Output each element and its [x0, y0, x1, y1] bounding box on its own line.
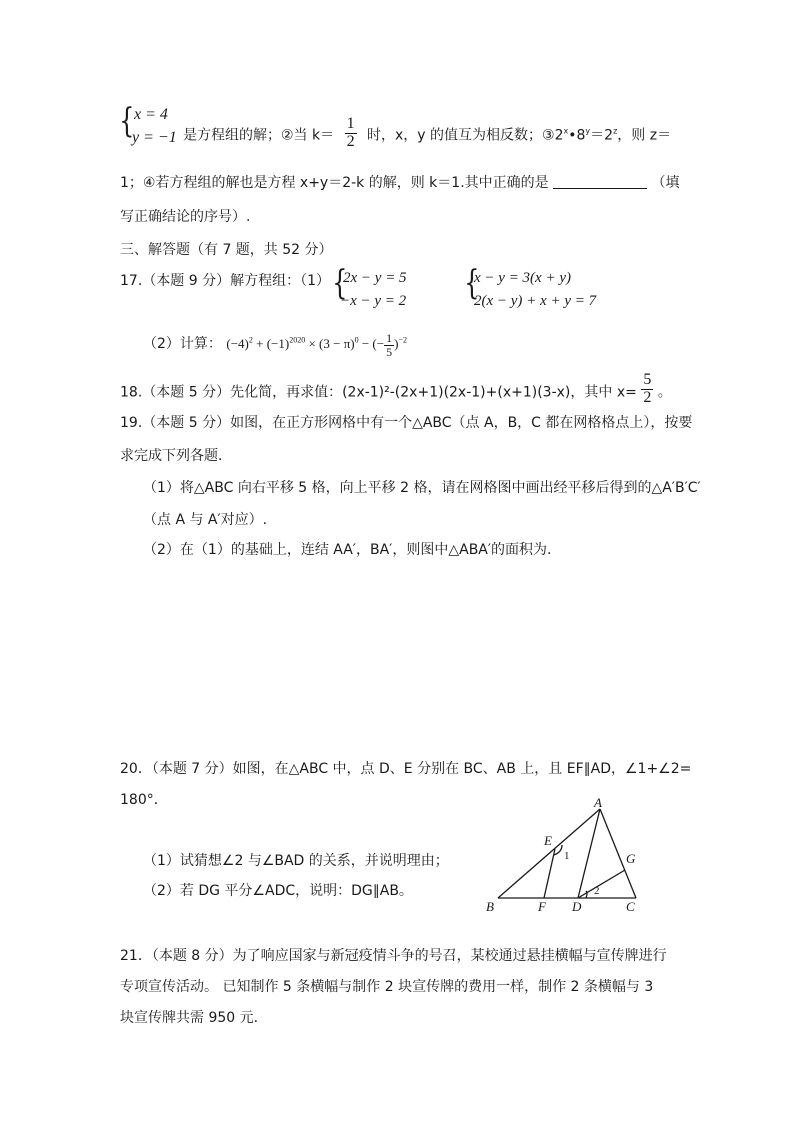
expr-b-exp: 2020 — [289, 335, 306, 345]
k-num: 1 — [346, 115, 355, 132]
q17-sys2-brace: { — [464, 263, 480, 303]
q17-part2 — [143, 332, 407, 358]
q17-head: 17.（本题 9 分）解方程组：（1） — [120, 273, 330, 289]
label-c: C — [626, 899, 635, 914]
angle-2-arc — [586, 891, 587, 898]
expr-a-exp: 2 — [248, 335, 253, 345]
label-angle-1: 1 — [564, 850, 570, 862]
q16-text-a: 是方程组的解；②当 k＝ — [183, 127, 335, 144]
q17-expression — [226, 331, 407, 359]
q16-text-b: 时，x，y 的值互为相反数；③2 — [367, 127, 564, 144]
k-fraction — [345, 116, 357, 151]
q16-line2-text: 1；④若方程组的解也是方程 x+y＝2-k 的解，则 k＝1.其中正确的是 — [120, 175, 549, 191]
expr-c: × (3 − π) — [305, 336, 355, 352]
label-g: G — [626, 851, 636, 866]
system-eq-y: y = −1 — [132, 129, 177, 146]
label-a: A — [594, 795, 602, 810]
q19-part1b: （点 A 与 A′对应）. — [143, 512, 268, 528]
expr-frac-num: 1 — [386, 331, 393, 345]
q16-line2 — [120, 172, 680, 192]
q20-line2: 180°． — [120, 792, 168, 808]
expr-c-exp: 0 — [354, 335, 359, 345]
q20-line1: 20．（本题 7 分）如图，在△ABC 中，点 D、E 分别在 BC、AB 上，且 EF∥AD，∠1+∠2= — [120, 761, 692, 777]
system-eq-x: x = 4 — [134, 106, 168, 123]
q19-line1: 19.（本题 5 分）如图，在正方形网格中有一个△ABC（点 A，B，C 都在网格格点上），按要 — [120, 415, 693, 431]
q17-sys2-eq2: 2(x − y) + x + y = 7 — [474, 293, 597, 309]
label-b: B — [486, 899, 494, 914]
q21-line3: 块宣传牌共需 950 元. — [120, 1010, 259, 1026]
system-brace: { — [119, 101, 135, 141]
q16-exp-z: z — [613, 126, 618, 136]
triangle-figure — [480, 795, 650, 920]
q18 — [120, 371, 672, 410]
side-ab — [498, 809, 600, 898]
q17-sys2-eq1: x − y = 3(x + y) — [474, 270, 571, 286]
q17-sys1-eq2: −x − y = 2 — [340, 293, 407, 309]
q21-line1: 21．（本题 8 分）为了响应国家与新冠疫情斗争的号召，某校通过悬挂横幅与宣传牌进行 — [120, 948, 667, 964]
x-fraction — [641, 372, 653, 407]
q17-sys1-brace: { — [332, 263, 348, 303]
q19-part2: （2）在（1）的基础上，连结 AA′，BA′，则图中△ABA′的面积为. — [143, 542, 552, 558]
q16-line2-end: （填 — [651, 175, 680, 191]
k-den: 2 — [346, 132, 355, 150]
label-f: F — [538, 899, 546, 914]
q19-line2: 求完成下列各题． — [120, 448, 232, 464]
answer-blank[interactable] — [553, 174, 647, 189]
q18-end: 。 — [657, 384, 672, 401]
expr-frac-den: 5 — [386, 344, 393, 359]
expr-e-exp: −2 — [398, 335, 407, 345]
q17-part2-head: （2）计算： — [143, 336, 222, 353]
x-num: 5 — [643, 371, 652, 388]
segment-dg — [578, 870, 625, 898]
expr-e: ) — [394, 336, 399, 352]
q16-text-mid: •8 — [568, 127, 586, 144]
label-angle-2: 2 — [594, 885, 600, 897]
q16-text-c: ＝2 — [590, 127, 614, 144]
q19-part1a: （1）将△ABC 向右平移 5 格，向上平移 2 格，请在网格图中画出经平移后得到的△A′B′C′ — [143, 480, 701, 496]
expr-d: − (− — [358, 336, 385, 352]
x-den: 2 — [643, 388, 652, 406]
q20-part1: （1）试猜想∠2 与∠BAD 的关系，并说明理由； — [143, 853, 449, 869]
q16-line3: 写正确结论的序号）. — [120, 209, 251, 225]
q17-sys1-eq1: 2x − y = 5 — [343, 270, 407, 286]
section-title: 三、解答题（有 7 题，共 52 分） — [120, 242, 333, 258]
q16-exp-y: y — [585, 126, 591, 136]
expr-fraction — [384, 332, 394, 358]
q21-line2: 专项宣传活动。 已知制作 5 条横幅与制作 2 块宣传牌的费用一样，制作 2 条横幅与 3 — [120, 979, 654, 995]
q16-text-d: ，则 z＝ — [617, 127, 672, 144]
q16-line1 — [183, 115, 672, 153]
expr-b: + (−1) — [252, 336, 290, 352]
q16-exp-x: x — [563, 126, 569, 136]
label-e: E — [544, 833, 552, 848]
expr-a: (−4) — [226, 336, 249, 352]
q20-part2: （2）若 DG 平分∠ADC，说明：DG∥AB。 — [143, 883, 413, 899]
label-d: D — [572, 899, 582, 914]
q18-text: 18.（本题 5 分）先化简，再求值：(2x-1)²-(2x+1)(2x-1)+(x+1)(3-x)，其中 x= — [120, 384, 637, 401]
